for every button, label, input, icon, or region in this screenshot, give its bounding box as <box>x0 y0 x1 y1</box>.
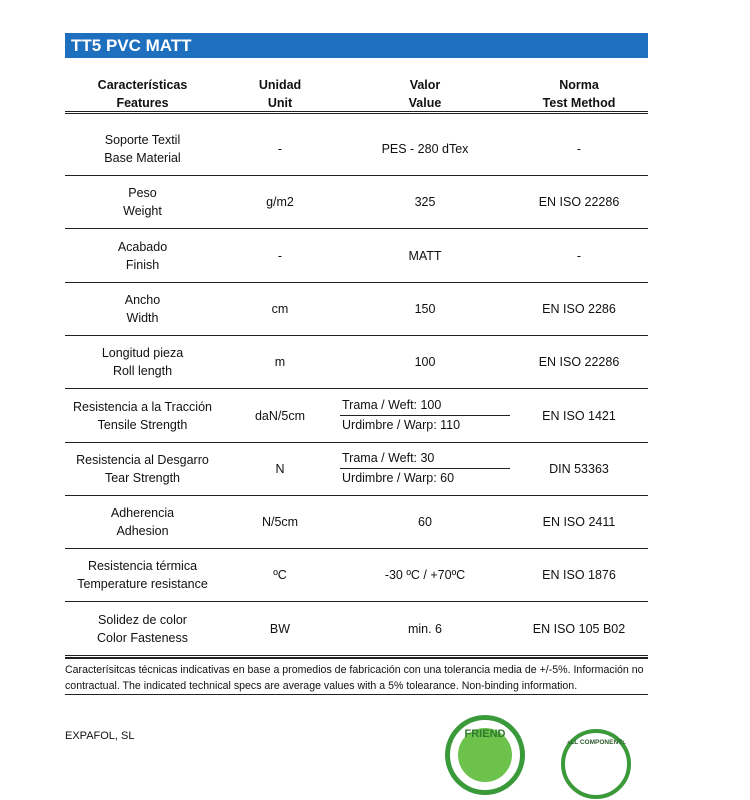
row-feature <box>65 451 220 487</box>
row-feature-en: Weight <box>123 204 162 218</box>
row-value: 325 <box>414 195 436 209</box>
header-unit-es: Unidad <box>258 78 302 92</box>
row-test-method: DIN 53363 <box>549 462 609 476</box>
row-feature-es: Peso <box>128 186 157 200</box>
all-components-badge-icon <box>560 728 632 800</box>
row-feature-en: Width <box>126 311 159 325</box>
row-feature-es: Resistencia térmica <box>87 559 198 573</box>
row-unit: daN/5cm <box>254 409 306 423</box>
row-test-method: EN ISO 22286 <box>538 355 620 369</box>
row-value: 60 <box>418 515 432 529</box>
row-feature <box>65 344 220 380</box>
row-test-method: EN ISO 2411 <box>542 515 616 529</box>
row-feature <box>65 557 220 593</box>
row-value: -30 ºC / +70ºC <box>384 568 466 582</box>
row-divider <box>65 495 648 496</box>
row-test-method: EN ISO 22286 <box>538 195 620 209</box>
header-value-es: Valor <box>409 78 441 92</box>
row-unit: m <box>274 355 286 369</box>
row-unit: BW <box>269 622 291 636</box>
row-test-method: EN ISO 1876 <box>542 568 616 582</box>
row-feature-es: Soporte Textil <box>104 133 181 147</box>
row-unit: - <box>277 142 283 156</box>
row-feature <box>65 184 220 220</box>
row-feature <box>65 131 220 167</box>
note-divider <box>65 694 648 695</box>
header-features-en: Features <box>116 96 169 110</box>
table-bottom-divider <box>65 657 648 659</box>
row-value-weft: Trama / Weft: 100 <box>342 398 442 412</box>
row-value: min. 6 <box>407 622 443 636</box>
row-test-method: EN ISO 2286 <box>542 302 616 316</box>
header-test-method <box>510 76 648 112</box>
row-feature-es: Ancho <box>124 293 161 307</box>
row-divider <box>65 228 648 229</box>
row-value: MATT <box>408 249 442 263</box>
row-feature-en: Tensile Strength <box>97 418 188 432</box>
row-feature-en: Finish <box>125 258 160 272</box>
row-test-method: - <box>576 142 582 156</box>
row-value: PES - 280 dTex <box>381 142 469 156</box>
row-feature <box>65 611 220 647</box>
header-unit-en: Unit <box>267 96 293 110</box>
eco-friend-badge-icon <box>445 715 525 795</box>
row-value: 100 <box>414 355 436 369</box>
row-unit: cm <box>271 302 289 316</box>
row-divider <box>65 282 648 283</box>
row-feature-en: Tear Strength <box>104 471 181 485</box>
row-feature-en: Color Fasteness <box>96 631 188 645</box>
row-divider <box>65 601 648 602</box>
row-value-warp: Urdimbre / Warp: 60 <box>342 471 455 485</box>
row-value: 150 <box>414 302 436 316</box>
header-value <box>340 76 510 112</box>
row-unit: g/m2 <box>266 195 294 209</box>
row-unit: - <box>277 249 283 263</box>
row-divider <box>65 548 648 549</box>
row-feature-es: Longitud pieza <box>101 346 184 360</box>
badge-all-components-text: ALL COMPONENTS <box>565 739 627 746</box>
row-unit: N <box>275 462 285 476</box>
value-split-divider <box>340 415 510 416</box>
row-feature <box>65 398 220 434</box>
row-feature-en: Roll length <box>112 364 173 378</box>
header-value-en: Value <box>408 96 442 110</box>
row-feature <box>65 504 220 540</box>
row-divider <box>65 442 648 443</box>
badge-friend-text: FRIEND <box>464 728 506 740</box>
header-unit <box>230 76 330 112</box>
row-feature-es: Solidez de color <box>98 613 187 627</box>
row-test-method: EN ISO 1421 <box>542 409 616 423</box>
row-divider <box>65 175 648 176</box>
company-name: EXPAFOL, SL <box>65 730 135 742</box>
row-divider <box>65 388 648 389</box>
row-test-method: - <box>576 249 582 263</box>
row-feature-es: Resistencia al Desgarro <box>76 453 209 467</box>
row-feature-en: Adhesion <box>116 524 169 538</box>
row-feature-es: Adherencia <box>110 506 175 520</box>
value-split-divider <box>340 468 510 469</box>
row-feature-en: Temperature resistance <box>77 577 208 591</box>
row-feature <box>65 238 220 274</box>
row-feature-es: Acabado <box>117 240 168 254</box>
header-norm-es: Norma <box>559 78 599 92</box>
row-test-method: EN ISO 105 B02 <box>532 622 626 636</box>
page-title: TT5 PVC MATT <box>65 33 648 58</box>
row-feature-es: Resistencia a la Tracción <box>73 400 212 414</box>
header-features <box>65 76 220 112</box>
header-norm-en: Test Method <box>542 96 616 110</box>
row-unit: N/5cm <box>261 515 299 529</box>
row-value-weft: Trama / Weft: 30 <box>342 451 435 465</box>
row-divider <box>65 655 648 656</box>
row-unit: ºC <box>273 568 287 582</box>
disclaimer-note: Caracterísitcas técnicas indicativas en base a promedios de fabricación con una tolerancia media de +/-5%. Información no contractual. The indicated technical specs are average values with a 5% tolearance. Non-binding information. <box>65 664 644 692</box>
row-value-warp: Urdimbre / Warp: 110 <box>342 418 461 432</box>
header-divider <box>65 111 648 114</box>
row-divider <box>65 335 648 336</box>
header-features-es: Características <box>97 78 188 92</box>
row-feature-en: Base Material <box>104 151 181 165</box>
row-feature <box>65 291 220 327</box>
